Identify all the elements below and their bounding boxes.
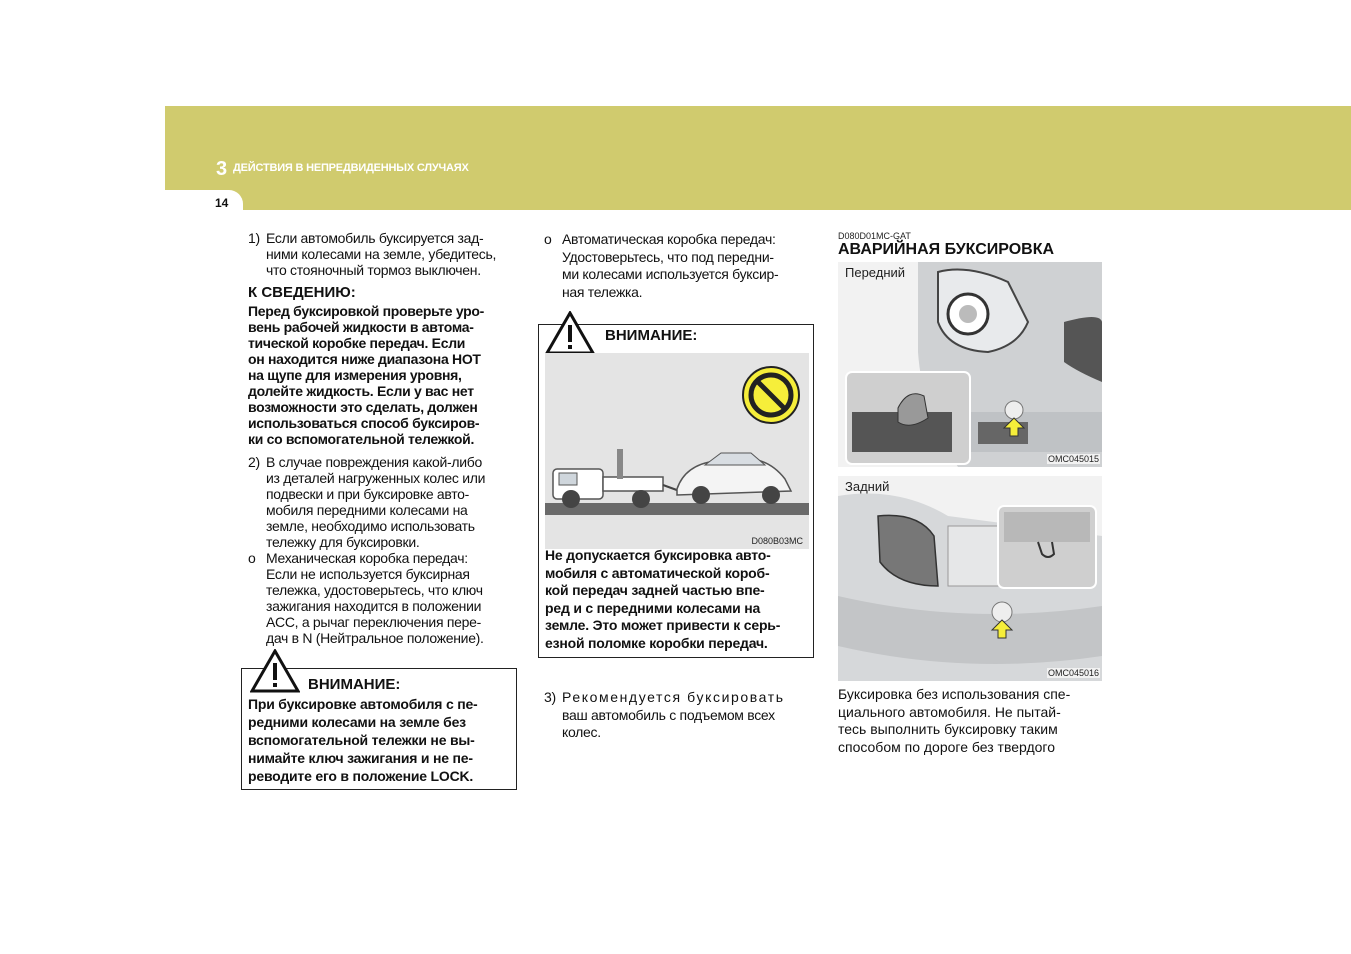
bullet-marker: o xyxy=(248,550,256,566)
image-code: D080B03MC xyxy=(751,536,803,546)
text-line: Буксировка без использования спе- xyxy=(838,686,1071,702)
text-line: Рекомендуется буксировать xyxy=(562,689,785,705)
photo-label-rear: Задний xyxy=(845,479,890,494)
text-line: ваш автомобиль с подъемом всех xyxy=(562,706,775,723)
section-code: D080D01MC-GAT xyxy=(838,231,911,241)
warning-box-2 xyxy=(538,324,814,658)
text-line: тележка, удостоверьтесь, что ключ xyxy=(266,582,483,598)
text-line: ними колесами на земле, убедитесь, xyxy=(266,246,497,262)
text-line: мобиля с автоматической короб- xyxy=(545,564,770,581)
list-marker: 3) xyxy=(544,689,556,705)
text-line: Если не используется буксирная xyxy=(266,566,470,582)
text-line: езной поломке коробки передач. xyxy=(545,634,768,651)
text-line: из деталей нагруженных колес или xyxy=(266,470,486,486)
text-line: земле, необходимо использовать xyxy=(266,518,475,534)
list-item-1 xyxy=(248,230,510,278)
list-item-2 xyxy=(248,454,510,550)
text-line: зажигания находится в положении xyxy=(266,598,482,614)
text-line: тележку для буксировки. xyxy=(266,534,420,550)
tow-truck-illustration xyxy=(545,353,809,549)
text-line: редними колесами на земле без xyxy=(248,714,466,730)
text-line: Удостоверьтесь, что под передни- xyxy=(562,248,774,265)
text-line: подвески и при буксировке авто- xyxy=(266,486,470,502)
text-line: циального автомобиля. Не пытай- xyxy=(838,703,1061,720)
photo-label-front: Передний xyxy=(845,265,906,280)
text-line: возможности это сделать, должен xyxy=(248,399,478,415)
text-line: ACC, а рычаг переключения пере- xyxy=(266,614,481,630)
text-line: ная тележка. xyxy=(562,283,643,300)
text-line: вень рабочей жидкости в автома- xyxy=(248,319,474,335)
list-marker: 1) xyxy=(248,230,260,246)
towing-paragraph xyxy=(838,686,1102,756)
list-item-3 xyxy=(544,689,808,743)
text-line: способом по дороге без твердого xyxy=(838,738,1056,755)
text-line: кой передач задней частью впе- xyxy=(545,582,765,598)
list-marker: 2) xyxy=(248,454,260,470)
bullet-manual-transmission xyxy=(248,550,510,646)
text-line: ки со вспомогательной тележкой. xyxy=(248,431,475,447)
chapter-title: ДЕЙСТВИЯ В НЕПРЕДВИДЕННЫХ СЛУЧАЯХ xyxy=(233,162,469,174)
prohibited-sign-icon xyxy=(743,367,799,423)
text-line: тесь выполнить буксировку таким xyxy=(838,721,1058,737)
bullet-automatic-transmission xyxy=(544,231,808,301)
image-code: OMC045016 xyxy=(1047,668,1099,678)
chapter-number: 3 xyxy=(216,158,228,180)
note-body xyxy=(248,303,511,447)
text-line: земле. Это может привести к серь- xyxy=(545,617,781,633)
text-line: колес. xyxy=(562,724,601,740)
text-line: ми колесами используется буксир- xyxy=(562,266,779,282)
text-line: он находится ниже диапазона HOT xyxy=(248,351,481,367)
text-line: Перед буксировкой проверьте уро- xyxy=(248,303,485,319)
text-line: долейте жидкость. Если у вас нет xyxy=(248,383,474,399)
warning-box-1 xyxy=(241,668,517,790)
text-line: Механическая коробка передач: xyxy=(266,550,468,566)
text-line: что стояночный тормоз выключен. xyxy=(266,262,481,278)
text-line: Если автомобиль буксируется зад- xyxy=(266,230,484,246)
page-number: 14 xyxy=(215,196,229,210)
text-line: использоваться способ буксиров- xyxy=(248,415,480,431)
text-line: ред и с передними колесами на xyxy=(545,599,761,616)
warning-triangle-icon xyxy=(545,311,595,355)
text-line: В случае повреждения какой-либо xyxy=(266,454,482,470)
text-line: на щупе для измерения уровня, xyxy=(248,367,462,383)
text-line: нимайте ключ зажигания и не пе- xyxy=(248,750,473,766)
text-line: При буксировке автомобиля с пе- xyxy=(248,696,478,712)
text-line: Автоматическая коробка передач: xyxy=(562,231,776,247)
front-tow-hook-photo xyxy=(838,262,1102,467)
text-line: вспомогательной тележки не вы- xyxy=(248,732,475,748)
text-line: дач в N (Нейтральное положение). xyxy=(266,630,484,646)
text-line: мобиля передними колесами на xyxy=(266,502,468,518)
note-heading: К СВЕДЕНИЮ: xyxy=(248,284,356,301)
warning-body xyxy=(545,547,809,652)
image-code: OMC045015 xyxy=(1047,454,1099,464)
warning-body xyxy=(248,695,512,785)
text-line: реводите его в положение LOCK. xyxy=(248,768,474,784)
page-number-tab xyxy=(165,190,243,212)
text-line: тической коробке передач. Если xyxy=(248,335,466,351)
warning-triangle-icon xyxy=(250,649,300,693)
text-line: Не допускается буксировка авто- xyxy=(545,547,771,563)
warning-title: ВНИМАНИЕ: xyxy=(605,327,698,344)
section-heading: АВАРИЙНАЯ БУКСИРОВКА xyxy=(838,241,1055,258)
rear-tow-hook-photo xyxy=(838,476,1102,681)
warning-title: ВНИМАНИЕ: xyxy=(308,676,401,693)
header-band xyxy=(165,106,1351,210)
bullet-marker: o xyxy=(544,231,552,247)
